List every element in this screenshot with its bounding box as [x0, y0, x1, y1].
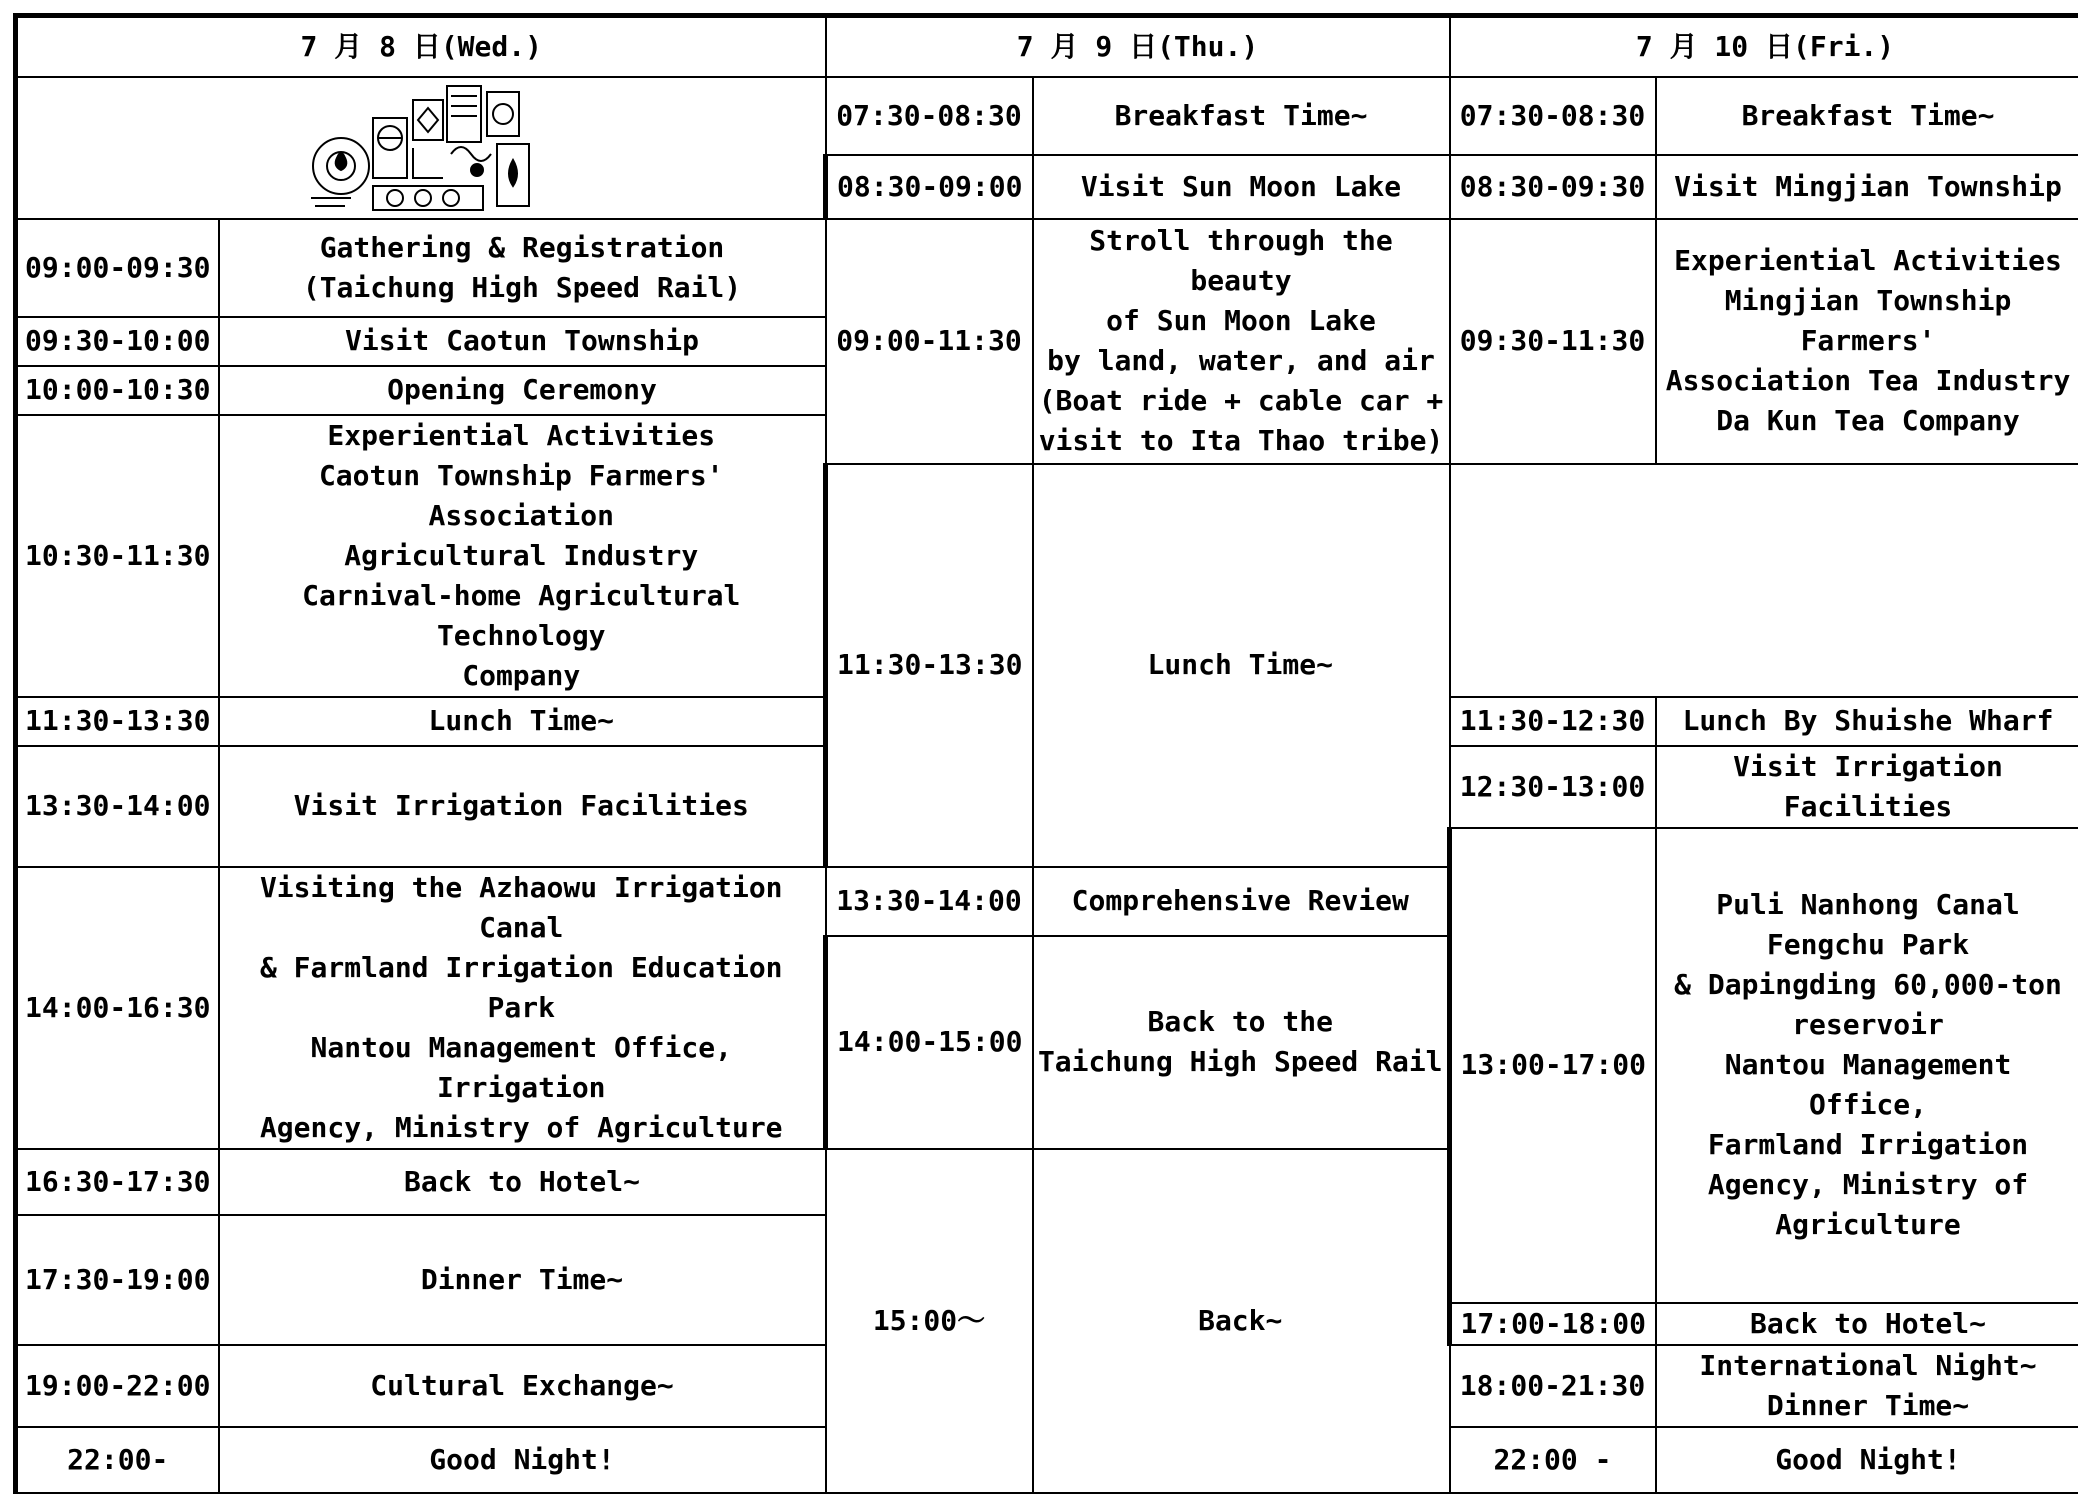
- event-logo: [16, 77, 826, 219]
- day1-time: 09:00-09:30: [16, 219, 219, 317]
- day1-activity: Opening Ceremony: [219, 366, 826, 415]
- day2-time: 12:30-13:00: [1450, 746, 1656, 828]
- day2-activity: Visit Irrigation Facilities: [1656, 746, 2078, 828]
- day1-time: 10:30-11:30: [16, 415, 219, 697]
- irrigation-logo-icon: [301, 78, 541, 218]
- day1-time: 14:00-16:30: [16, 867, 219, 1149]
- day2-time: 22:00 -: [1450, 1427, 1656, 1493]
- day2-activity: Lunch By Shuishe Wharf: [1656, 697, 2078, 746]
- day3-activity: Back~: [1033, 1149, 1450, 1493]
- day1-time: 09:30-10:00: [16, 317, 219, 366]
- day2-activity: International Night~ Dinner Time~: [1656, 1345, 2078, 1427]
- day1-time: 10:00-10:30: [16, 366, 219, 415]
- day1-header: 7 月 8 日(Wed.): [16, 16, 826, 77]
- day2-time: 08:30-09:00: [826, 155, 1033, 218]
- day3-time: 15:00～: [826, 1149, 1033, 1493]
- day1-activity: Cultural Exchange~: [219, 1345, 826, 1427]
- day1-activity: Gathering & Registration (Taichung High Speed Rail): [219, 219, 826, 317]
- day1-activity: Lunch Time~: [219, 697, 826, 746]
- day1-time: 13:30-14:00: [16, 746, 219, 867]
- day3-time: 14:00-15:00: [826, 936, 1033, 1148]
- day1-time: 11:30-13:30: [16, 697, 219, 746]
- day1-time: 19:00-22:00: [16, 1345, 219, 1427]
- day2-time: 11:30-12:30: [1450, 697, 1656, 746]
- day2-activity: Stroll through the beauty of Sun Moon Lake by land, water, and air (Boat ride + cable car + visit to Ita Thao tribe): [1033, 219, 1450, 464]
- day2-time: 09:00-11:30: [826, 219, 1033, 464]
- day1-time: 16:30-17:30: [16, 1149, 219, 1215]
- day2-time: 07:30-08:30: [826, 77, 1033, 156]
- day1-time: 22:00-: [16, 1427, 219, 1493]
- day3-activity: Experiential Activities Mingjian Township Farmers' Association Tea Industry Da Kun Tea Company: [1656, 219, 2078, 464]
- day3-activity: Breakfast Time~: [1656, 77, 2078, 156]
- day3-time: 09:30-11:30: [1450, 219, 1656, 464]
- day1-activity: Visiting the Azhaowu Irrigation Canal & Farmland Irrigation Education Park Nantou Management Office, Irrigation Agency, Ministry of Agriculture: [219, 867, 826, 1149]
- day3-activity: Visit Mingjian Township: [1656, 155, 2078, 218]
- day2-activity: Back to Hotel~: [1656, 1303, 2078, 1345]
- day2-activity: Puli Nanhong Canal Fengchu Park & Dapingding 60,000-ton reservoir Nantou Management Office, Farmland Irrigation Agency, Ministry of Agriculture: [1656, 828, 2078, 1303]
- day2-activity: Breakfast Time~: [1033, 77, 1450, 156]
- day3-activity: Back to the Taichung High Speed Rail: [1033, 936, 1450, 1148]
- day1-time: 17:30-19:00: [16, 1215, 219, 1345]
- day2-time: 17:00-18:00: [1450, 1303, 1656, 1345]
- day2-activity: Good Night!: [1656, 1427, 2078, 1493]
- day3-time: 07:30-08:30: [1450, 77, 1656, 156]
- day2-time: 18:00-21:30: [1450, 1345, 1656, 1427]
- day3-time: 13:30-14:00: [826, 867, 1033, 937]
- day1-activity: Back to Hotel~: [219, 1149, 826, 1215]
- day2-time: 13:00-17:00: [1450, 828, 1656, 1303]
- day1-activity: Good Night!: [219, 1427, 826, 1493]
- day2-header: 7 月 9 日(Thu.): [826, 16, 1450, 77]
- day3-activity: Comprehensive Review: [1033, 867, 1450, 937]
- schedule-table: [13, 13, 2078, 1494]
- day2-activity: Visit Sun Moon Lake: [1033, 155, 1450, 218]
- day3-header: 7 月 10 日(Fri.): [1450, 16, 2078, 77]
- day1-activity: Experiential Activities Caotun Township Farmers' Association Agricultural Industry Carnival-home Agricultural Technology Company: [219, 415, 826, 697]
- day3-time: 08:30-09:30: [1450, 155, 1656, 218]
- day1-activity: Visit Caotun Township: [219, 317, 826, 366]
- day1-activity: Dinner Time~: [219, 1215, 826, 1345]
- day3-activity: Lunch Time~: [1033, 464, 1450, 867]
- day1-activity: Visit Irrigation Facilities: [219, 746, 826, 867]
- day3-time: 11:30-13:30: [826, 464, 1033, 867]
